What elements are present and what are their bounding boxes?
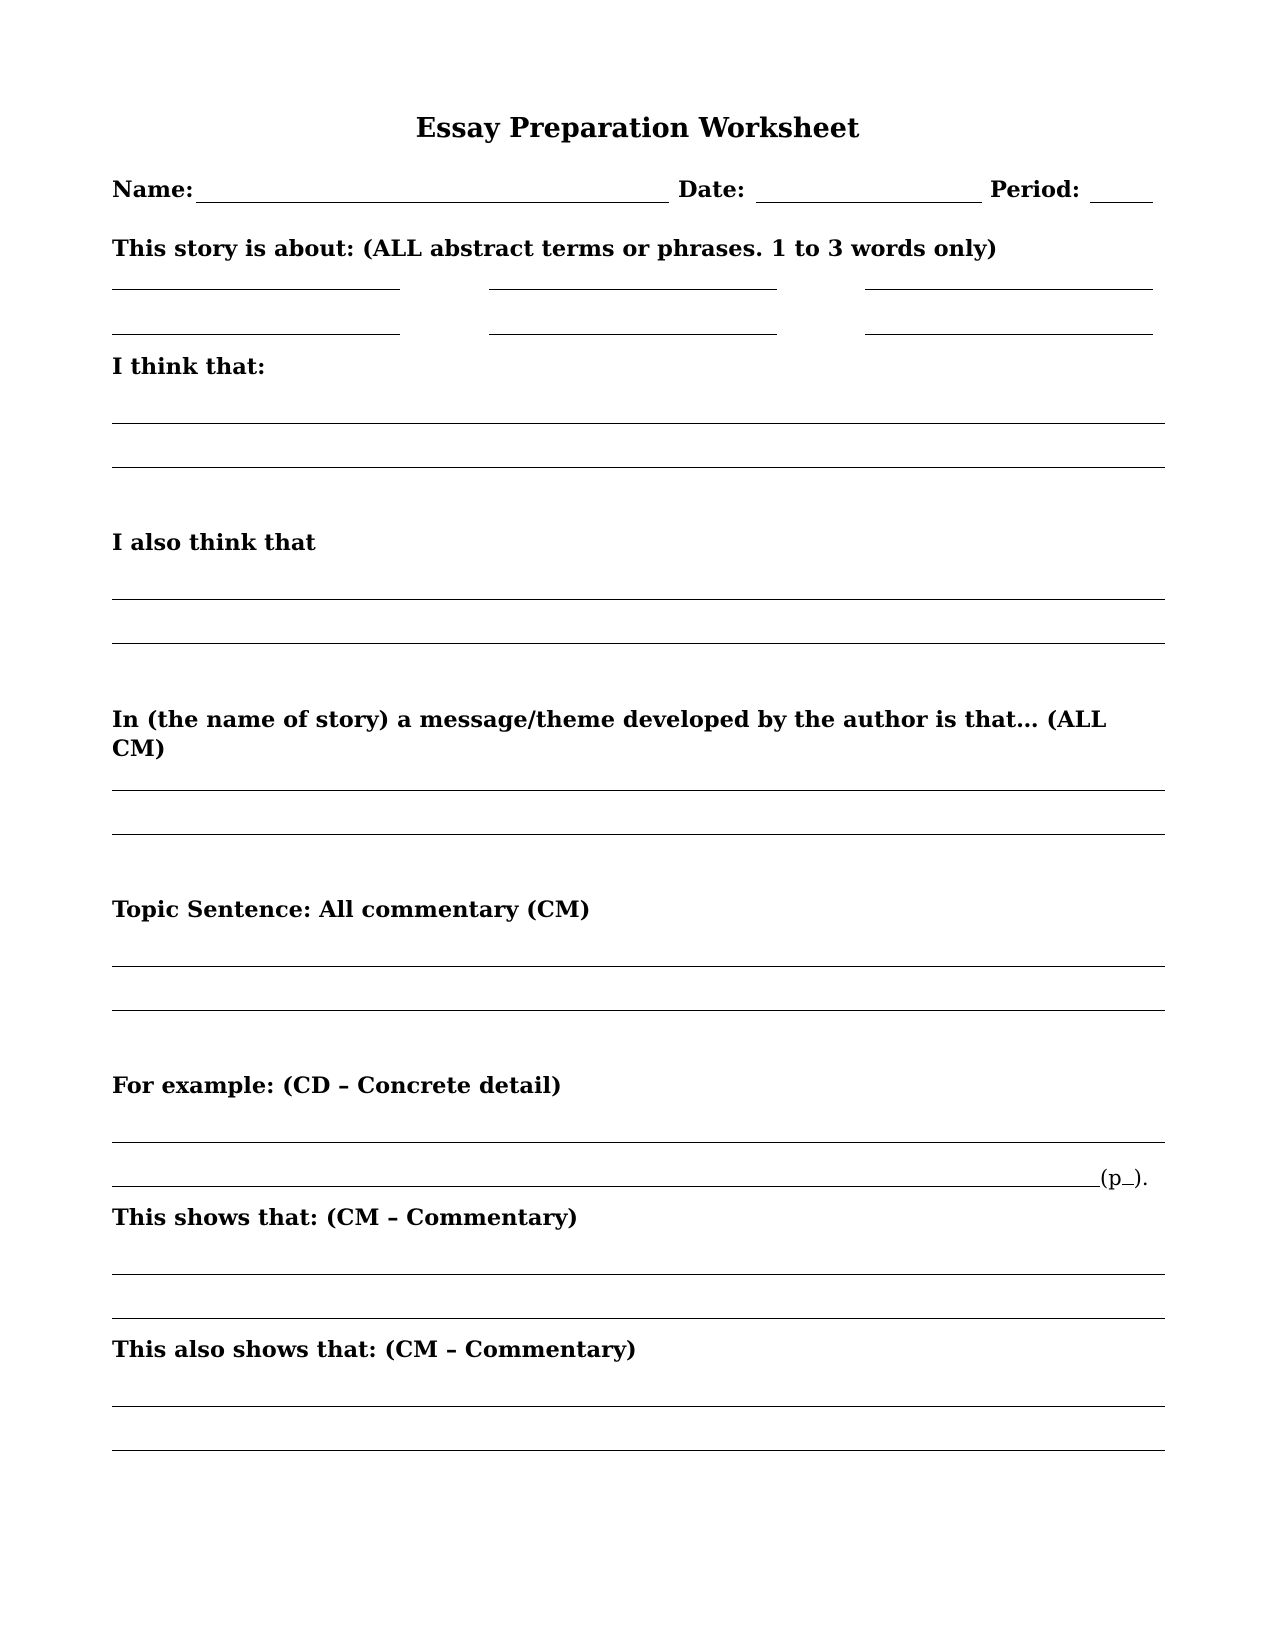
message-theme-label: In (the name of story) a message/theme developed by the author is that… (ALL CM) xyxy=(112,707,1107,762)
for-example-line-1[interactable] xyxy=(112,1142,1165,1143)
topic-sentence-label: Topic Sentence: All commentary (CM) xyxy=(112,897,591,923)
i-also-think-line-2[interactable] xyxy=(112,643,1165,644)
page-number-blank[interactable] xyxy=(1122,1166,1134,1185)
page-ref-suffix: ). xyxy=(1133,1166,1149,1190)
story-about-label: This story is about: (ALL abstract terms or phrases. 1 to 3 words only) xyxy=(112,236,998,262)
abstract-term-line-5[interactable] xyxy=(489,334,777,335)
this-shows-line-1[interactable] xyxy=(112,1274,1165,1275)
this-shows-label: This shows that: (CM – Commentary) xyxy=(112,1205,579,1231)
page-ref-prefix: (p xyxy=(1100,1166,1122,1190)
message-theme-line-1[interactable] xyxy=(112,790,1165,791)
name-label: Name: xyxy=(112,177,194,203)
i-think-label: I think that: xyxy=(112,354,266,380)
abstract-term-line-2[interactable] xyxy=(489,289,777,290)
date-label: Date: xyxy=(678,177,746,203)
i-think-line-2[interactable] xyxy=(112,467,1165,468)
abstract-term-line-6[interactable] xyxy=(865,334,1153,335)
topic-sentence-line-1[interactable] xyxy=(112,966,1165,967)
date-field-line[interactable] xyxy=(756,202,982,203)
i-also-think-label: I also think that xyxy=(112,530,316,556)
page-title: Essay Preparation Worksheet xyxy=(415,113,860,144)
abstract-term-line-4[interactable] xyxy=(112,334,400,335)
this-shows-line-2[interactable] xyxy=(112,1318,1165,1319)
i-think-line-1[interactable] xyxy=(112,423,1165,424)
period-label: Period: xyxy=(990,177,1081,203)
name-field-line[interactable] xyxy=(196,202,669,203)
abstract-term-line-3[interactable] xyxy=(865,289,1153,290)
i-also-think-line-1[interactable] xyxy=(112,599,1165,600)
message-theme-line-2[interactable] xyxy=(112,834,1165,835)
period-field-line[interactable] xyxy=(1090,202,1153,203)
this-also-shows-label: This also shows that: (CM – Commentary) xyxy=(112,1337,637,1363)
for-example-line-2[interactable] xyxy=(112,1186,1100,1187)
for-example-label: For example: (CD – Concrete detail) xyxy=(112,1073,562,1099)
this-also-shows-line-2[interactable] xyxy=(112,1450,1165,1451)
page-reference xyxy=(1100,1164,1149,1192)
this-also-shows-line-1[interactable] xyxy=(112,1406,1165,1407)
abstract-term-line-1[interactable] xyxy=(112,289,400,290)
topic-sentence-line-2[interactable] xyxy=(112,1010,1165,1011)
